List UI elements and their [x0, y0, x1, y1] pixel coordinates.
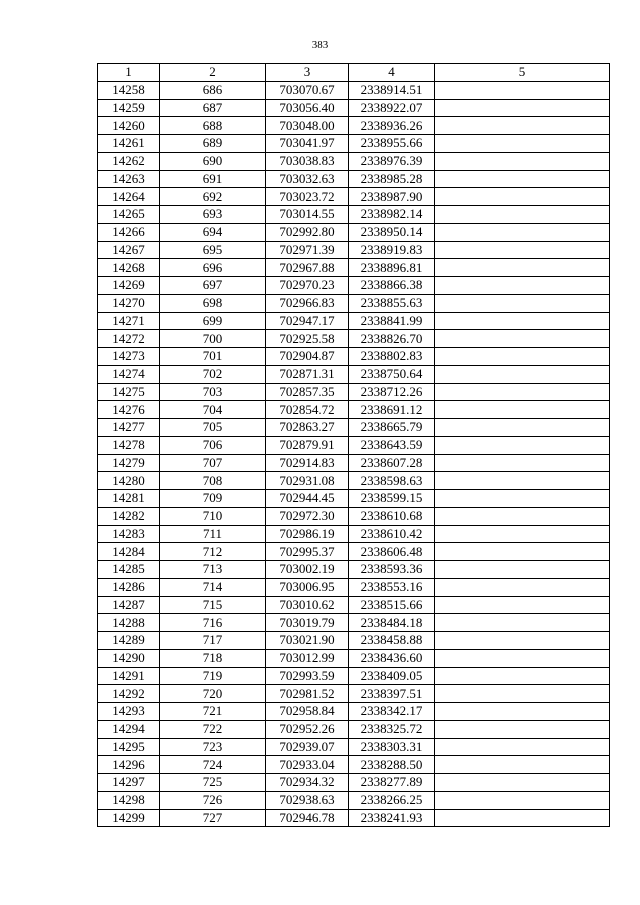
cell-note	[435, 543, 610, 561]
cell-note	[435, 578, 610, 596]
cell-x-coordinate: 702952.26	[266, 720, 349, 738]
cell-note	[435, 738, 610, 756]
cell-point-id: 14293	[98, 703, 160, 721]
cell-y-coordinate: 2338950.14	[349, 223, 435, 241]
table-row	[98, 507, 610, 525]
table-row	[98, 561, 610, 579]
cell-vertex-no: 695	[160, 241, 266, 259]
cell-x-coordinate: 702970.23	[266, 277, 349, 295]
cell-note	[435, 365, 610, 383]
cell-vertex-no: 718	[160, 649, 266, 667]
cell-x-coordinate: 703021.90	[266, 632, 349, 650]
cell-vertex-no: 725	[160, 774, 266, 792]
cell-note	[435, 685, 610, 703]
cell-vertex-no: 687	[160, 99, 266, 117]
cell-note	[435, 472, 610, 490]
cell-note	[435, 223, 610, 241]
cell-point-id: 14264	[98, 188, 160, 206]
cell-point-id: 14265	[98, 206, 160, 224]
cell-y-coordinate: 2338599.15	[349, 490, 435, 508]
cell-note	[435, 259, 610, 277]
cell-x-coordinate: 702879.91	[266, 436, 349, 454]
cell-y-coordinate: 2338922.07	[349, 99, 435, 117]
cell-y-coordinate: 2338593.36	[349, 561, 435, 579]
cell-note	[435, 99, 610, 117]
cell-note	[435, 188, 610, 206]
cell-vertex-no: 719	[160, 667, 266, 685]
cell-y-coordinate: 2338266.25	[349, 791, 435, 809]
cell-note	[435, 756, 610, 774]
cell-point-id: 14288	[98, 614, 160, 632]
table-row	[98, 419, 610, 437]
table-row	[98, 241, 610, 259]
cell-note	[435, 525, 610, 543]
cell-y-coordinate: 2338985.28	[349, 170, 435, 188]
table-row	[98, 259, 610, 277]
cell-point-id: 14291	[98, 667, 160, 685]
cell-vertex-no: 707	[160, 454, 266, 472]
cell-note	[435, 774, 610, 792]
cell-x-coordinate: 702854.72	[266, 401, 349, 419]
cell-note	[435, 170, 610, 188]
table-row	[98, 188, 610, 206]
cell-y-coordinate: 2338325.72	[349, 720, 435, 738]
cell-note	[435, 330, 610, 348]
table-row	[98, 543, 610, 561]
cell-vertex-no: 713	[160, 561, 266, 579]
table-row	[98, 348, 610, 366]
cell-point-id: 14275	[98, 383, 160, 401]
cell-vertex-no: 698	[160, 294, 266, 312]
cell-y-coordinate: 2338241.93	[349, 809, 435, 827]
cell-y-coordinate: 2338750.64	[349, 365, 435, 383]
cell-y-coordinate: 2338515.66	[349, 596, 435, 614]
page-number: 383	[311, 39, 329, 51]
cell-point-id: 14263	[98, 170, 160, 188]
cell-note	[435, 490, 610, 508]
cell-vertex-no: 694	[160, 223, 266, 241]
cell-x-coordinate: 702931.08	[266, 472, 349, 490]
cell-x-coordinate: 702934.32	[266, 774, 349, 792]
column-header-3: 3	[266, 64, 349, 82]
cell-point-id: 14295	[98, 738, 160, 756]
cell-point-id: 14298	[98, 791, 160, 809]
cell-vertex-no: 709	[160, 490, 266, 508]
cell-point-id: 14285	[98, 561, 160, 579]
cell-vertex-no: 720	[160, 685, 266, 703]
cell-x-coordinate: 703041.97	[266, 135, 349, 153]
cell-note	[435, 632, 610, 650]
cell-note	[435, 294, 610, 312]
cell-y-coordinate: 2338896.81	[349, 259, 435, 277]
cell-x-coordinate: 703056.40	[266, 99, 349, 117]
table-row	[98, 170, 610, 188]
cell-vertex-no: 686	[160, 81, 266, 99]
cell-x-coordinate: 702966.83	[266, 294, 349, 312]
cell-vertex-no: 689	[160, 135, 266, 153]
cell-point-id: 14270	[98, 294, 160, 312]
cell-point-id: 14261	[98, 135, 160, 153]
cell-point-id: 14278	[98, 436, 160, 454]
cell-y-coordinate: 2338665.79	[349, 419, 435, 437]
cell-vertex-no: 710	[160, 507, 266, 525]
cell-y-coordinate: 2338397.51	[349, 685, 435, 703]
column-header-4: 4	[349, 64, 435, 82]
cell-note	[435, 596, 610, 614]
cell-vertex-no: 692	[160, 188, 266, 206]
table-row	[98, 490, 610, 508]
table-row	[98, 330, 610, 348]
cell-y-coordinate: 2338914.51	[349, 81, 435, 99]
cell-y-coordinate: 2338342.17	[349, 703, 435, 721]
cell-point-id: 14280	[98, 472, 160, 490]
cell-vertex-no: 690	[160, 152, 266, 170]
cell-x-coordinate: 703010.62	[266, 596, 349, 614]
cell-y-coordinate: 2338866.38	[349, 277, 435, 295]
cell-x-coordinate: 702946.78	[266, 809, 349, 827]
table-row	[98, 525, 610, 543]
cell-point-id: 14297	[98, 774, 160, 792]
coordinates-table	[97, 63, 610, 827]
table-row	[98, 365, 610, 383]
cell-x-coordinate: 702938.63	[266, 791, 349, 809]
table-row	[98, 223, 610, 241]
cell-y-coordinate: 2338855.63	[349, 294, 435, 312]
cell-note	[435, 312, 610, 330]
header-row	[98, 64, 610, 82]
cell-y-coordinate: 2338607.28	[349, 454, 435, 472]
cell-point-id: 14279	[98, 454, 160, 472]
cell-x-coordinate: 702992.80	[266, 223, 349, 241]
cell-x-coordinate: 702939.07	[266, 738, 349, 756]
cell-x-coordinate: 702958.84	[266, 703, 349, 721]
cell-note	[435, 206, 610, 224]
cell-y-coordinate: 2338288.50	[349, 756, 435, 774]
cell-x-coordinate: 702904.87	[266, 348, 349, 366]
cell-x-coordinate: 703019.79	[266, 614, 349, 632]
cell-note	[435, 507, 610, 525]
table-row	[98, 774, 610, 792]
cell-x-coordinate: 703014.55	[266, 206, 349, 224]
cell-note	[435, 561, 610, 579]
table-row	[98, 685, 610, 703]
cell-x-coordinate: 703023.72	[266, 188, 349, 206]
cell-point-id: 14292	[98, 685, 160, 703]
cell-point-id: 14267	[98, 241, 160, 259]
cell-point-id: 14286	[98, 578, 160, 596]
cell-vertex-no: 691	[160, 170, 266, 188]
cell-note	[435, 81, 610, 99]
cell-point-id: 14273	[98, 348, 160, 366]
cell-note	[435, 383, 610, 401]
cell-y-coordinate: 2338802.83	[349, 348, 435, 366]
table-row	[98, 703, 610, 721]
cell-y-coordinate: 2338955.66	[349, 135, 435, 153]
cell-point-id: 14281	[98, 490, 160, 508]
cell-y-coordinate: 2338982.14	[349, 206, 435, 224]
cell-note	[435, 454, 610, 472]
cell-x-coordinate: 703006.95	[266, 578, 349, 596]
cell-y-coordinate: 2338976.39	[349, 152, 435, 170]
cell-vertex-no: 706	[160, 436, 266, 454]
cell-y-coordinate: 2338643.59	[349, 436, 435, 454]
cell-y-coordinate: 2338303.31	[349, 738, 435, 756]
table-row	[98, 401, 610, 419]
cell-y-coordinate: 2338841.99	[349, 312, 435, 330]
cell-x-coordinate: 702995.37	[266, 543, 349, 561]
cell-vertex-no: 697	[160, 277, 266, 295]
cell-x-coordinate: 702967.88	[266, 259, 349, 277]
cell-x-coordinate: 702933.04	[266, 756, 349, 774]
cell-x-coordinate: 702947.17	[266, 312, 349, 330]
cell-x-coordinate: 702971.39	[266, 241, 349, 259]
cell-point-id: 14271	[98, 312, 160, 330]
cell-vertex-no: 717	[160, 632, 266, 650]
cell-note	[435, 649, 610, 667]
table-row	[98, 596, 610, 614]
cell-point-id: 14269	[98, 277, 160, 295]
table-row	[98, 756, 610, 774]
cell-point-id: 14268	[98, 259, 160, 277]
cell-y-coordinate: 2338277.89	[349, 774, 435, 792]
cell-vertex-no: 714	[160, 578, 266, 596]
cell-note	[435, 809, 610, 827]
cell-vertex-no: 704	[160, 401, 266, 419]
cell-x-coordinate: 703070.67	[266, 81, 349, 99]
cell-point-id: 14296	[98, 756, 160, 774]
table-row	[98, 383, 610, 401]
table-row	[98, 720, 610, 738]
cell-vertex-no: 727	[160, 809, 266, 827]
table-row	[98, 436, 610, 454]
table-row	[98, 791, 610, 809]
table-row	[98, 578, 610, 596]
cell-vertex-no: 700	[160, 330, 266, 348]
cell-y-coordinate: 2338712.26	[349, 383, 435, 401]
cell-vertex-no: 688	[160, 117, 266, 135]
cell-x-coordinate: 703002.19	[266, 561, 349, 579]
cell-vertex-no: 722	[160, 720, 266, 738]
cell-point-id: 14290	[98, 649, 160, 667]
cell-vertex-no: 696	[160, 259, 266, 277]
cell-point-id: 14277	[98, 419, 160, 437]
cell-note	[435, 703, 610, 721]
cell-point-id: 14282	[98, 507, 160, 525]
table-row	[98, 632, 610, 650]
cell-point-id: 14284	[98, 543, 160, 561]
table-row	[98, 454, 610, 472]
column-header-5: 5	[435, 64, 610, 82]
cell-x-coordinate: 703038.83	[266, 152, 349, 170]
cell-note	[435, 348, 610, 366]
cell-vertex-no: 726	[160, 791, 266, 809]
table-row	[98, 81, 610, 99]
cell-y-coordinate: 2338436.60	[349, 649, 435, 667]
table-row	[98, 472, 610, 490]
table-row	[98, 738, 610, 756]
cell-y-coordinate: 2338987.90	[349, 188, 435, 206]
cell-vertex-no: 721	[160, 703, 266, 721]
cell-vertex-no: 711	[160, 525, 266, 543]
cell-point-id: 14274	[98, 365, 160, 383]
table-row	[98, 117, 610, 135]
cell-y-coordinate: 2338458.88	[349, 632, 435, 650]
cell-y-coordinate: 2338936.26	[349, 117, 435, 135]
table-header	[98, 64, 610, 82]
table-row	[98, 614, 610, 632]
table-row	[98, 152, 610, 170]
cell-x-coordinate: 702993.59	[266, 667, 349, 685]
table-row	[98, 277, 610, 295]
cell-point-id: 14287	[98, 596, 160, 614]
cell-vertex-no: 712	[160, 543, 266, 561]
cell-vertex-no: 705	[160, 419, 266, 437]
cell-y-coordinate: 2338691.12	[349, 401, 435, 419]
cell-point-id: 14266	[98, 223, 160, 241]
cell-vertex-no: 708	[160, 472, 266, 490]
cell-vertex-no: 701	[160, 348, 266, 366]
cell-vertex-no: 703	[160, 383, 266, 401]
cell-y-coordinate: 2338484.18	[349, 614, 435, 632]
cell-x-coordinate: 702944.45	[266, 490, 349, 508]
cell-y-coordinate: 2338826.70	[349, 330, 435, 348]
cell-point-id: 14299	[98, 809, 160, 827]
table-row	[98, 206, 610, 224]
cell-x-coordinate: 702914.83	[266, 454, 349, 472]
cell-point-id: 14294	[98, 720, 160, 738]
cell-note	[435, 720, 610, 738]
cell-note	[435, 152, 610, 170]
cell-x-coordinate: 702925.58	[266, 330, 349, 348]
cell-y-coordinate: 2338610.42	[349, 525, 435, 543]
cell-point-id: 14289	[98, 632, 160, 650]
column-header-2: 2	[160, 64, 266, 82]
cell-point-id: 14260	[98, 117, 160, 135]
cell-y-coordinate: 2338610.68	[349, 507, 435, 525]
cell-x-coordinate: 703032.63	[266, 170, 349, 188]
table-row	[98, 667, 610, 685]
cell-vertex-no: 724	[160, 756, 266, 774]
cell-note	[435, 791, 610, 809]
cell-y-coordinate: 2338598.63	[349, 472, 435, 490]
cell-x-coordinate: 703048.00	[266, 117, 349, 135]
cell-y-coordinate: 2338553.16	[349, 578, 435, 596]
cell-note	[435, 241, 610, 259]
cell-point-id: 14262	[98, 152, 160, 170]
cell-x-coordinate: 702871.31	[266, 365, 349, 383]
cell-point-id: 14258	[98, 81, 160, 99]
cell-vertex-no: 716	[160, 614, 266, 632]
cell-note	[435, 401, 610, 419]
cell-y-coordinate: 2338919.83	[349, 241, 435, 259]
cell-note	[435, 419, 610, 437]
cell-x-coordinate: 702863.27	[266, 419, 349, 437]
table-row	[98, 294, 610, 312]
cell-vertex-no: 715	[160, 596, 266, 614]
cell-note	[435, 667, 610, 685]
cell-vertex-no: 699	[160, 312, 266, 330]
cell-vertex-no: 723	[160, 738, 266, 756]
cell-point-id: 14276	[98, 401, 160, 419]
cell-point-id: 14283	[98, 525, 160, 543]
cell-note	[435, 117, 610, 135]
cell-point-id: 14259	[98, 99, 160, 117]
table-row	[98, 809, 610, 827]
table-row	[98, 312, 610, 330]
cell-x-coordinate: 703012.99	[266, 649, 349, 667]
cell-note	[435, 614, 610, 632]
table-row	[98, 135, 610, 153]
cell-x-coordinate: 702986.19	[266, 525, 349, 543]
cell-vertex-no: 693	[160, 206, 266, 224]
table-row	[98, 99, 610, 117]
cell-note	[435, 135, 610, 153]
cell-x-coordinate: 702981.52	[266, 685, 349, 703]
cell-y-coordinate: 2338409.05	[349, 667, 435, 685]
cell-x-coordinate: 702972.30	[266, 507, 349, 525]
cell-point-id: 14272	[98, 330, 160, 348]
cell-vertex-no: 702	[160, 365, 266, 383]
cell-note	[435, 277, 610, 295]
cell-x-coordinate: 702857.35	[266, 383, 349, 401]
column-header-1: 1	[98, 64, 160, 82]
table-body	[98, 81, 610, 827]
cell-y-coordinate: 2338606.48	[349, 543, 435, 561]
table-row	[98, 649, 610, 667]
cell-note	[435, 436, 610, 454]
